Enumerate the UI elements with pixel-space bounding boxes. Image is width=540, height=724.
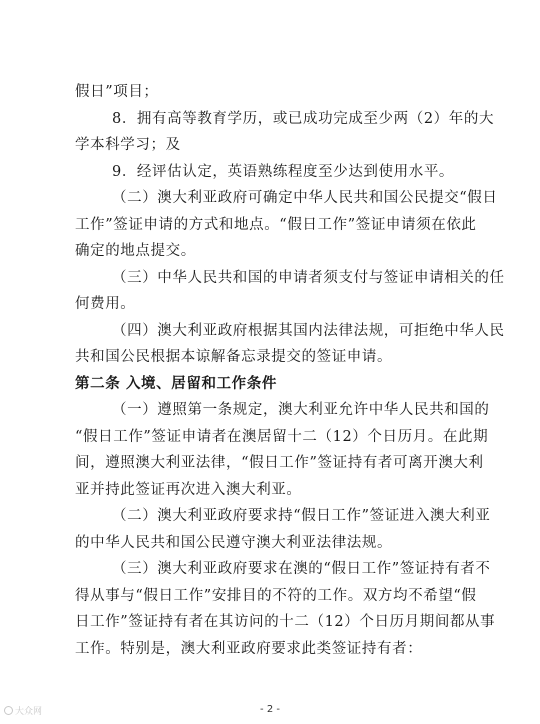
text-line: 工作”签证申请的方式和地点。“假日工作”签证申请须在依此	[75, 217, 477, 233]
text-line: 得从事与“假日工作”安排目的不符的工作。双方均不希望“假	[75, 588, 477, 604]
text-line: 日工作”签证持有者在其访问的十二（12）个日历月期间都从事	[75, 614, 496, 630]
page-number: - 2 -	[260, 704, 280, 715]
text-line: （二）澳大利亚政府要求持“假日工作”签证进入澳大利亚	[112, 508, 491, 524]
text-line: 8．拥有高等教育学历，或已成功完成至少两（2）年的大	[112, 111, 495, 127]
text-line: 9．经评估认定，英语熟练程度至少达到使用水平。	[112, 164, 455, 180]
text-line: （三）澳大利亚政府要求在澳的“假日工作”签证持有者不	[112, 561, 491, 577]
text-line: （三）中华人民共和国的申请者须支付与签证申请相关的任	[112, 270, 505, 286]
text-line: 假日”项目；	[75, 84, 159, 100]
text-line: （一）遵照第一条规定，澳大利亚允许中华人民共和国的	[112, 402, 490, 418]
watermark-text: 大众网	[15, 707, 43, 717]
text-line: 学本科学习；及	[75, 137, 181, 153]
text-line: “假日工作”签证申请者在澳居留十二（12）个日历月。在此期	[75, 429, 489, 445]
text-line: 的中华人民共和国公民遵守澳大利亚法律法规。	[75, 535, 393, 551]
text-line: 工作。特别是，澳大利亚政府要求此类签证持有者：	[75, 641, 423, 657]
text-line: （四）澳大利亚政府根据其国内法律法规，可拒绝中华人民	[112, 323, 505, 339]
text-line: 间，遵照澳大利亚法律，“假日工作”签证持有者可离开澳大利	[75, 455, 484, 471]
text-line: 何费用。	[75, 296, 136, 312]
section-heading: 第二条 入境、居留和工作条件	[75, 376, 277, 392]
text-line: 确定的地点提交。	[75, 243, 196, 259]
text-line: 亚并持此签证再次进入澳大利亚。	[75, 482, 302, 498]
text-line: 共和国公民根据本谅解备忘录提交的签证申请。	[75, 349, 393, 365]
text-line: （二）澳大利亚政府可确定中华人民共和国公民提交“假日	[112, 190, 498, 206]
